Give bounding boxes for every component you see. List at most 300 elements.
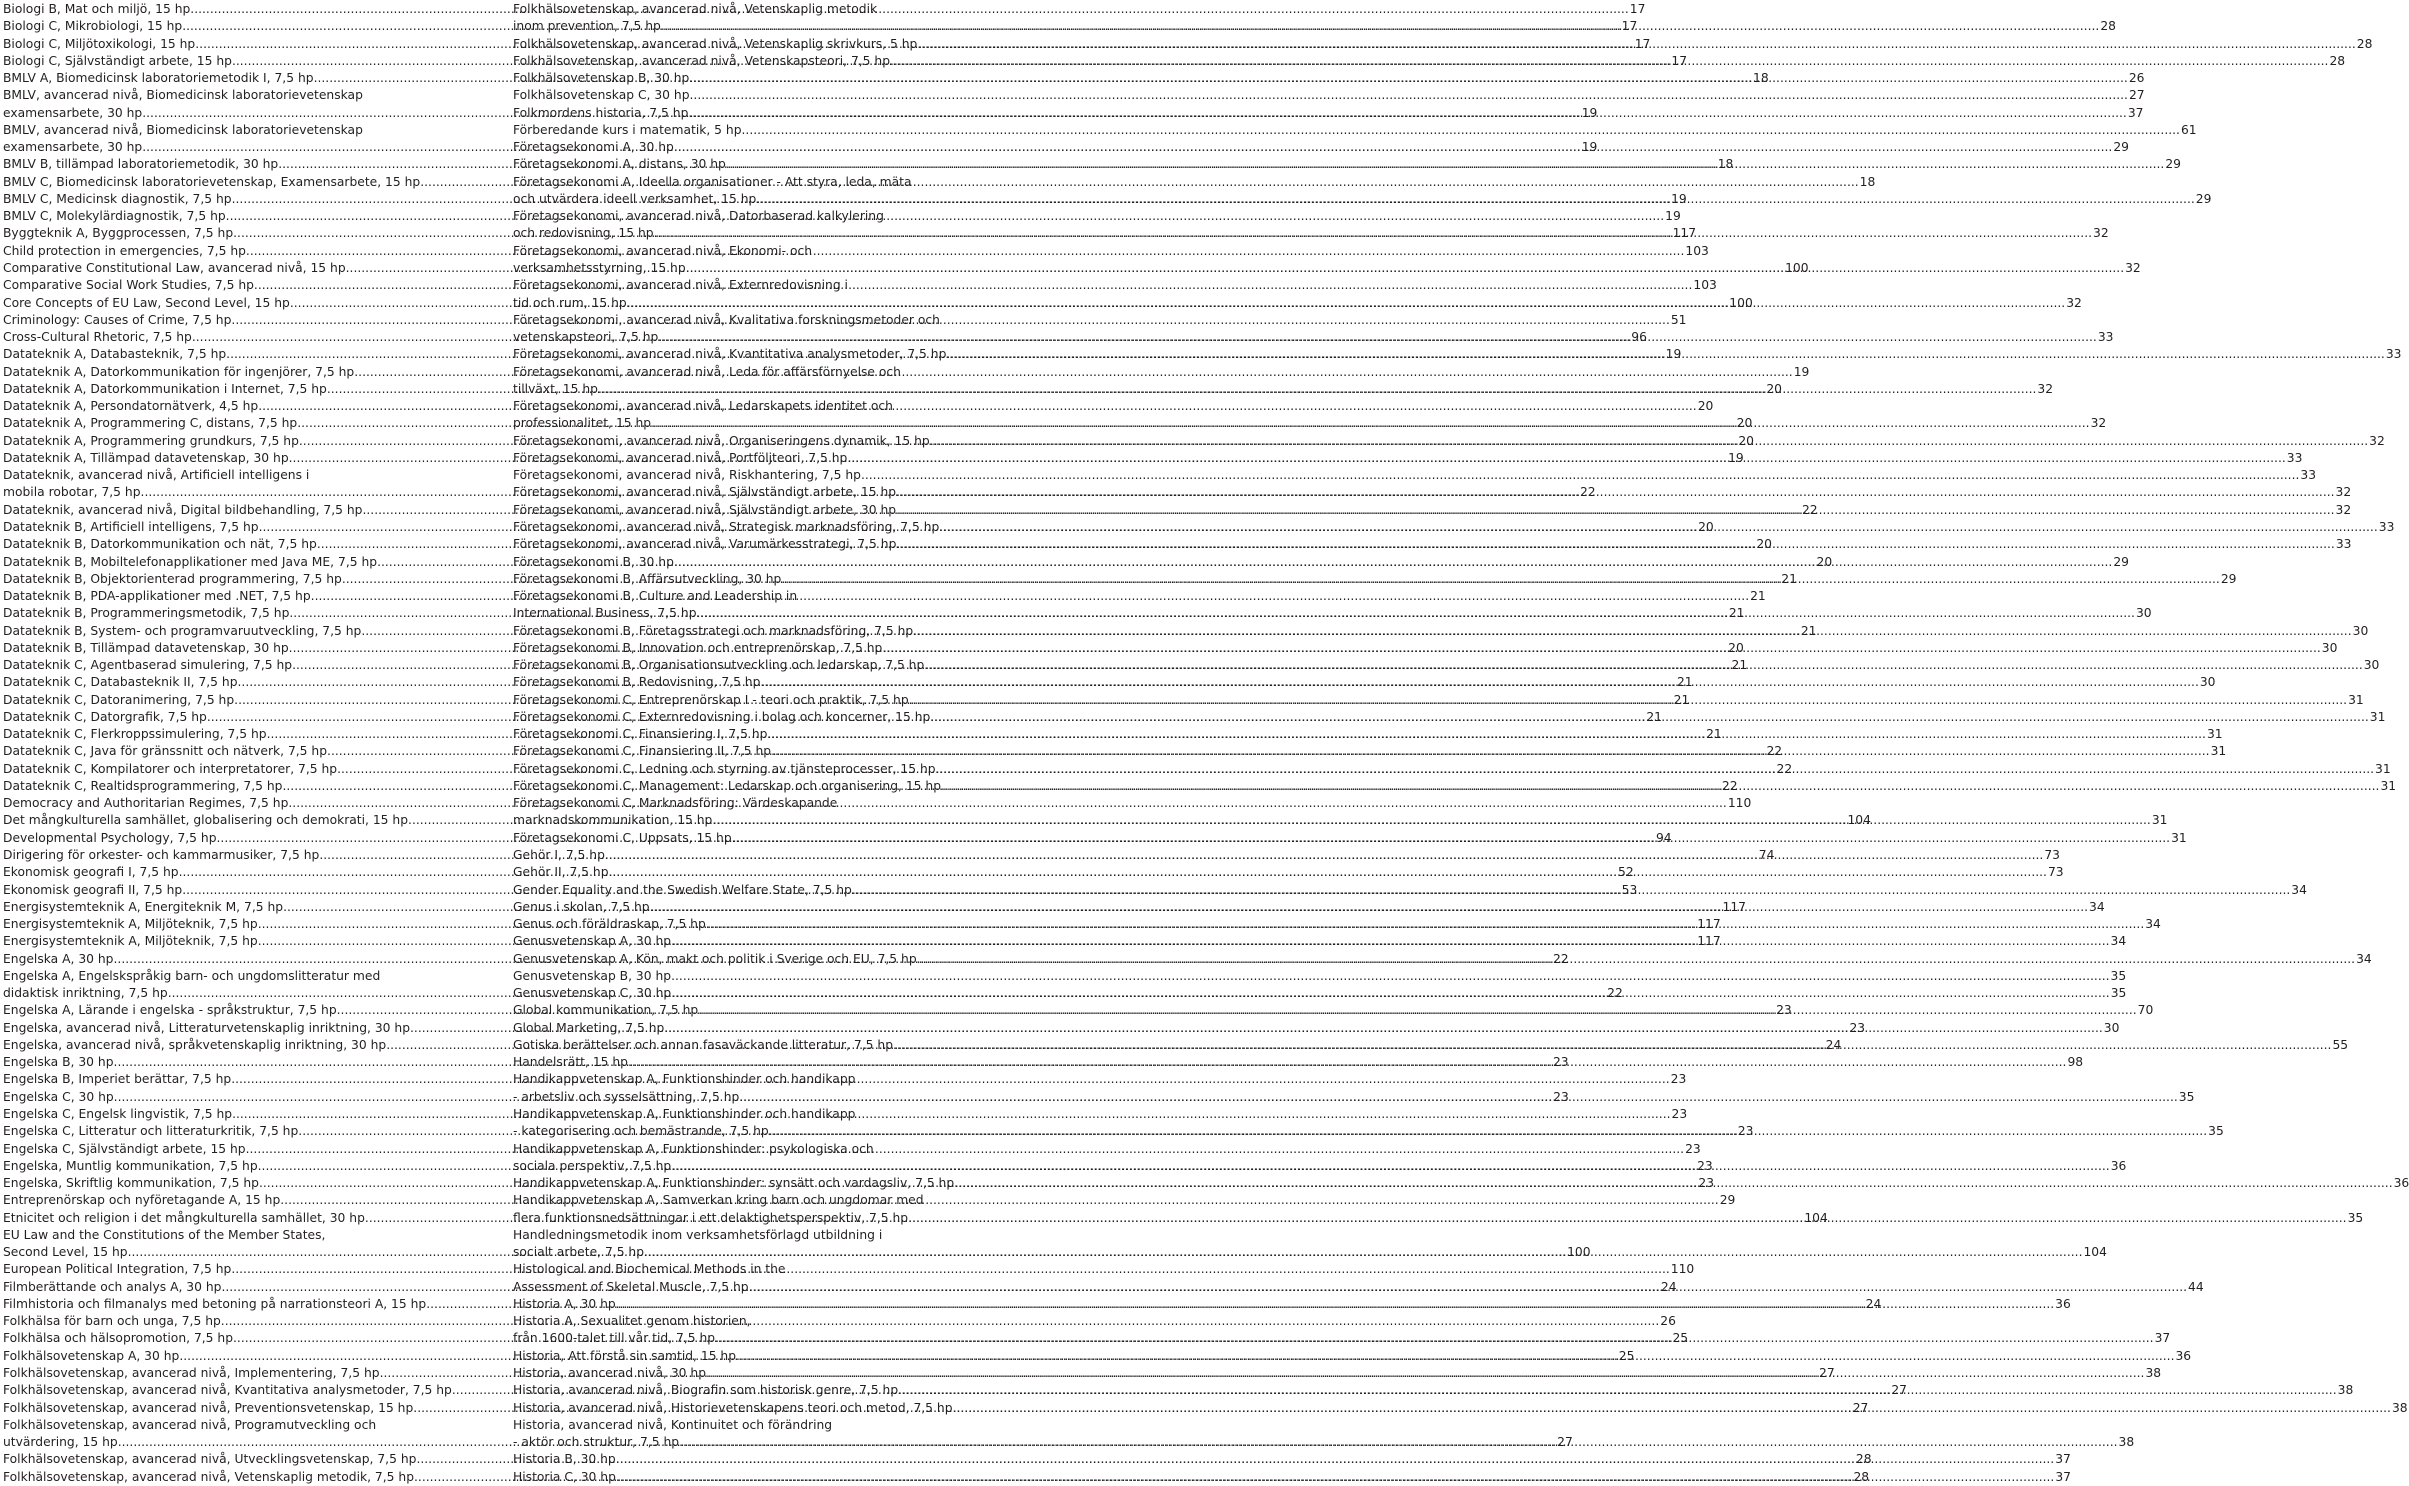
entry-title: Ekonomisk geografi II, 7,5 hp <box>3 882 183 897</box>
entry-title: BMLV B, tillämpad laboratoriemetodik, 30 hp <box>3 157 279 172</box>
dot-leader <box>930 433 2368 450</box>
entry-title: Engelska C, Litteratur och litteraturkritik, 7,5 hp <box>3 1124 299 1139</box>
page-number: 20 <box>1728 640 1744 655</box>
page-number: 31 <box>2206 727 2223 742</box>
page-number: 20 <box>1697 399 1714 414</box>
entry-title: Företagsekonomi, avancerad nivå, Externredovisning i <box>513 278 848 293</box>
dot-leader <box>671 933 2109 950</box>
entry-title: Folkmordens historia, 7,5 hp <box>513 105 689 120</box>
dot-leader <box>288 795 1726 812</box>
page-number: 27 <box>1852 1400 1869 1415</box>
entry-title: Folkhälsa och hälsopromotion, 7,5 hp <box>3 1331 234 1346</box>
entry-title: Företagsekonomi A, 30 hp <box>513 140 674 155</box>
entry-title: Genusvetenskap C, 30 hp <box>513 986 672 1001</box>
dot-leader <box>658 329 2096 346</box>
dot-leader <box>917 36 2355 53</box>
page-number: 19 <box>1728 450 1744 465</box>
page-number: 38 <box>2145 1365 2162 1380</box>
page-number: 36 <box>2110 1158 2127 1173</box>
entry-title: Global Marketing, 7,5 hp <box>513 1020 665 1035</box>
entry-title: Datateknik C, Java för gränssnitt och nätverk, 7,5 hp <box>3 744 328 759</box>
page-number: 38 <box>2118 1435 2135 1450</box>
entry-title: Engelska, Muntlig kommunikation, 7,5 hp <box>3 1158 258 1173</box>
entry-title: Datateknik B, System- och programvaruutveckling, 7,5 hp <box>3 623 362 638</box>
page-number: 104 <box>1847 813 1871 828</box>
entry-title: Företagsekonomi, avancerad nivå, Varumärkesstrategi, 7,5 hp <box>513 537 897 552</box>
dot-leader <box>882 640 2320 657</box>
entry-title: Folkhälsovetenskap, avancerad nivå, Vetenskapsteori, 7,5 hp <box>513 53 891 68</box>
entry-title: flera funktionsnedsättningar i ett delaktighetsperspektiv, 7,5 hp <box>513 1210 909 1225</box>
dot-leader <box>605 847 2043 864</box>
dot-leader <box>671 1158 2109 1175</box>
entry-title: socialt arbete, 7,5 hp <box>513 1245 645 1260</box>
page-number: 20 <box>1698 519 1714 534</box>
page-number: 17 <box>1671 53 1688 68</box>
page-number: 22 <box>1801 502 1818 517</box>
dot-leader <box>909 692 2347 709</box>
dot-leader <box>644 1244 2082 1261</box>
entry-title: Historia A, 30 hp <box>513 1296 616 1311</box>
entry-title: verksamhetsstyrning, 15 hp <box>513 260 686 275</box>
dot-leader <box>908 1210 2346 1227</box>
dot-leader <box>861 467 2299 484</box>
entry-title: från 1600-talet till vår tid, 7,5 hp <box>513 1331 716 1346</box>
page-number: 27 <box>1557 1435 1573 1450</box>
entry-title: Datateknik C, Flerkroppssimulering, 7,5 hp <box>3 727 267 742</box>
entry-title: Global kommunikation, 7,5 hp <box>513 1003 699 1018</box>
page-number: 23 <box>1685 1141 1701 1156</box>
page-number: 32 <box>2125 260 2141 275</box>
dot-leader <box>609 864 2047 881</box>
entry-title: Folkhälsovetenskap, avancerad nivå, Kvantitativa analysmetoder, 7,5 hp <box>3 1383 452 1398</box>
page-number: 104 <box>1804 1210 1828 1225</box>
page-number: 37 <box>2055 1452 2071 1467</box>
entry-title: Engelska A, 30 hp <box>3 951 114 966</box>
page-number: 29 <box>2165 157 2181 172</box>
dot-leader <box>712 812 2150 829</box>
page-number: 117 <box>1722 899 1746 914</box>
entry-title: International Business, 7,5 hp <box>513 606 697 621</box>
page-number: 36 <box>2175 1348 2192 1363</box>
dot-leader <box>654 225 2092 242</box>
index-entry-line <box>513 1313 962 1330</box>
entry-title: Handelsrätt, 15 hp <box>513 1055 628 1070</box>
page-number: 30 <box>2103 1020 2120 1035</box>
dot-leader <box>715 1330 2153 1347</box>
entry-title: Företagsekonomi B, Affärsutveckling, 30 hp <box>513 571 782 586</box>
dot-leader <box>896 536 2334 553</box>
entry-title: Företagsekonomi, avancerad nivå, Ledarskapets identitet och <box>513 399 893 414</box>
page-number: 31 <box>2171 830 2187 845</box>
page-number: 51 <box>1670 312 1687 327</box>
dot-leader <box>616 1451 2054 1468</box>
dot-leader <box>706 916 2144 933</box>
entry-title: Folkhälsovetenskap, avancerad nivå, Vetenskaplig metodik, 7,5 hp <box>3 1469 414 1484</box>
entry-title: Handikappvetenskap A, Samverkan kring barn och ungdomar med <box>513 1193 924 1208</box>
page-number: 33 <box>2385 347 2402 362</box>
index-entry-line <box>3 1227 449 1244</box>
dot-leader <box>939 519 2377 536</box>
entry-title: Datateknik C, Datorgrafik, 7,5 hp <box>3 709 207 724</box>
entry-title: Folkhälsovetenskap, avancerad nivå, Implementering, 7,5 hp <box>3 1365 380 1380</box>
entry-title: Företagsekonomi, avancerad nivå, Självständigt arbete, 30 hp <box>513 502 897 517</box>
entry-title: Folkhälsovetenskap B, 30 hp <box>513 71 690 86</box>
page-number: 23 <box>1671 1107 1688 1121</box>
entry-title: och utvärdera ideell verksamhet, 15 hp <box>513 191 757 206</box>
dot-leader <box>616 1296 2054 1313</box>
page-number: 22 <box>1766 744 1783 759</box>
entry-title: Historia B, 30 hp <box>513 1452 616 1467</box>
page-number: 31 <box>2151 813 2168 828</box>
page-number: 21 <box>1731 658 1748 673</box>
entry-title: - arbetsliv och sysselsättning, 7,5 hp <box>513 1089 740 1104</box>
entry-title: Gotiska berättelser och annan fasaväckande litteratur, 7,5 hp <box>513 1037 893 1052</box>
page-number: 31 <box>2375 761 2391 776</box>
page-number: 31 <box>2210 744 2227 759</box>
page-number: 29 <box>2113 140 2129 155</box>
page-number: 55 <box>2332 1037 2349 1052</box>
entry-title: utvärdering, 15 hp <box>3 1435 118 1450</box>
dot-leader <box>726 156 2164 173</box>
index-entry-line <box>3 87 449 104</box>
dot-leader <box>689 70 2127 87</box>
dot-leader <box>627 295 2065 312</box>
page-number: 100 <box>1567 1245 1591 1260</box>
dot-leader <box>742 122 2180 139</box>
page-number: 98 <box>2067 1055 2084 1070</box>
page-number: 44 <box>2188 1279 2204 1294</box>
dot-leader <box>954 1175 2392 1192</box>
dot-leader <box>890 53 2328 70</box>
entry-title: Biologi C, Miljötoxikologi, 15 hp <box>3 36 196 51</box>
entry-title: vetenskapsteori, 7,5 hp <box>513 330 659 345</box>
page-number: 28 <box>2329 53 2346 68</box>
entry-title: Företagsekonomi, avancerad nivå, Organiseringens dynamik, 15 hp <box>513 433 930 448</box>
entry-title: Datateknik B, Datorkommunikation och nät, 7,5 hp <box>3 537 317 552</box>
dot-leader <box>706 1365 2144 1382</box>
entry-title: EU Law and the Constitutions of the Member States, <box>3 1227 326 1242</box>
page-number: 25 <box>1672 1331 1689 1346</box>
dot-leader <box>280 1192 1718 1209</box>
entry-title: Engelska, avancerad nivå, språkvetenskaplig inriktning, 30 hp <box>3 1037 387 1052</box>
page-number: 103 <box>1693 278 1717 293</box>
entry-title: Engelska A, Engelskspråkig barn- och ungdomslitteratur med <box>3 968 381 983</box>
dot-leader <box>616 1469 2054 1486</box>
index-entry-line <box>3 968 449 985</box>
dot-leader <box>847 450 2285 467</box>
page-number: 18 <box>1717 157 1734 172</box>
dot-leader <box>739 1089 2177 1106</box>
entry-title: Folkhälsovetenskap, avancerad nivå, Vetenskaplig skrivkurs, 5 hp <box>513 36 918 51</box>
page-number: 32 <box>2369 433 2385 448</box>
entry-title: Historia, avancerad nivå, 30 hp <box>513 1365 707 1380</box>
page-number: 34 <box>2110 934 2127 949</box>
entry-title: Företagsekonomi, avancerad nivå, Datorbaserad kalkylering <box>513 209 884 224</box>
index-entry-line <box>513 1261 962 1278</box>
dot-leader <box>936 761 2374 778</box>
entry-title: Datateknik A, Tillämpad datavetenskap, 30 hp <box>3 450 289 465</box>
page-number: 21 <box>1800 623 1817 638</box>
page-number: 117 <box>1697 934 1721 949</box>
index-entry-line <box>513 208 962 225</box>
dot-leader <box>756 191 2194 208</box>
dot-leader <box>697 605 2135 622</box>
page-number: 30 <box>2199 675 2216 690</box>
entry-title: Företagsekonomi, avancerad nivå, Riskhantering, 7,5 hp <box>513 468 861 483</box>
page-number: 29 <box>1719 1193 1736 1208</box>
page-number: 22 <box>1607 986 1623 1001</box>
index-entry-line <box>513 277 962 294</box>
page-number: 19 <box>1665 209 1681 224</box>
entry-title: Genusvetenskap B, 30 hp <box>513 968 672 983</box>
entry-title: Företagsekonomi A, Ideella organisationer - Att styra, leda, mäta <box>513 174 912 189</box>
entry-title: Engelska B, 30 hp <box>3 1055 114 1070</box>
page-number: 26 <box>1660 1314 1676 1329</box>
entry-title: Företagsekonomi B, Organisationsutveckling och ledarskap, 7,5 hp <box>513 658 925 673</box>
page-number: 37 <box>2055 1469 2071 1484</box>
entry-title: Datateknik C, Realtidsprogrammering, 7,5 hp <box>3 778 283 793</box>
page-number: 61 <box>2180 122 2197 137</box>
entry-title: Datateknik, avancerad nivå, Digital bildbehandling, 7,5 hp <box>3 502 363 517</box>
page-number: 31 <box>2348 692 2364 707</box>
page-number: 21 <box>1706 727 1722 742</box>
page-number: 28 <box>2356 36 2373 51</box>
page-number: 104 <box>2083 1245 2107 1260</box>
entry-title: Histological and Biochemical Methods in the <box>513 1262 786 1277</box>
page-number: 23 <box>1697 1158 1713 1173</box>
page-number: 73 <box>2044 848 2060 863</box>
dot-leader <box>674 554 2112 571</box>
entry-title: Företagsekonomi, avancerad nivå, Strategisk marknadsföring, 7,5 hp <box>513 519 940 534</box>
index-entry-line <box>513 588 962 605</box>
page-number: 33 <box>2286 450 2303 465</box>
dot-leader <box>941 778 2379 795</box>
page-number: 26 <box>2128 71 2145 86</box>
page-number: 53 <box>1621 882 1638 897</box>
entry-title: professionalitet, 15 hp <box>513 416 652 431</box>
page-number: 21 <box>1750 589 1766 604</box>
entry-title: Datateknik A, Datorkommunikation i Internet, 7,5 hp <box>3 381 327 396</box>
entry-title: Cross-Cultural Rhetoric, 7,5 hp <box>3 330 192 345</box>
entry-title: Historia C, 30 hp <box>513 1469 616 1484</box>
entry-title: Gender Equality and the Swedish Welfare State, 7,5 hp <box>513 882 852 897</box>
index-entry-line <box>513 87 2145 104</box>
entry-title: Genus och föräldraskap, 7,5 hp <box>513 917 706 932</box>
entry-title: Företagsekonomi, avancerad nivå, Självständigt arbete, 15 hp <box>513 485 897 500</box>
entry-title: Datateknik B, Mobiltelefonapplikationer med Java ME, 7,5 hp <box>3 554 378 569</box>
entry-title: examensarbete, 30 hp <box>3 105 143 120</box>
dot-leader <box>736 1348 2174 1365</box>
page-number: 17 <box>1634 36 1651 51</box>
entry-title: Datateknik A, Programmering grundkurs, 7,5 hp <box>3 433 299 448</box>
entry-title: BMLV, avancerad nivå, Biomedicinsk laboratorievetenskap <box>3 122 363 137</box>
page-number: 100 <box>1785 260 1809 275</box>
index-entry-line <box>513 1071 962 1088</box>
entry-title: Datateknik A, Datorkommunikation för ingenjörer, 7,5 hp <box>3 364 355 379</box>
page-number: 19 <box>1581 105 1598 120</box>
page-number: 27 <box>1819 1365 1835 1380</box>
page-number: 35 <box>2347 1210 2364 1225</box>
dot-leader <box>896 502 2334 519</box>
entry-title: Engelska C, Engelsk lingvistik, 7,5 hp <box>3 1107 233 1121</box>
dot-leader <box>671 968 2109 985</box>
entry-title: tillväxt, 15 hp <box>513 381 598 396</box>
dot-leader <box>679 1434 2117 1451</box>
page-number: 23 <box>1698 1176 1715 1191</box>
dot-leader <box>893 1037 2331 1054</box>
page-number: 117 <box>1697 917 1721 932</box>
entry-title: Folkhälsovetenskap, avancerad nivå, Vetenskaplig metodik <box>513 2 878 16</box>
entry-title: Energisystemteknik A, Energiteknik M, 7,5 hp <box>3 899 284 914</box>
page-number: 37 <box>2127 105 2144 120</box>
page-number: 73 <box>2047 865 2064 880</box>
entry-title: Filmhistoria och filmanalys med betoning på narrationsteori A, 15 hp <box>3 1296 427 1311</box>
entry-title: inom prevention, 7,5 hp <box>513 19 661 34</box>
page-number: 21 <box>1728 606 1745 621</box>
entry-title: BMLV C, Biomedicinsk laboratorievetenskap, Examensarbete, 15 hp <box>3 174 421 189</box>
entry-title: Datateknik B, Tillämpad datavetenskap, 30 hp <box>3 640 289 655</box>
entry-title: Democracy and Authoritarian Regimes, 7,5 hp <box>3 796 289 811</box>
entry-title: Datateknik B, PDA-applikationer med .NET, 7,5 hp <box>3 589 311 604</box>
entry-title: Företagsekonomi A, distans, 30 hp <box>513 157 726 172</box>
entry-title: Datateknik C, Databasteknik II, 7,5 hp <box>3 675 238 690</box>
page-number: 36 <box>2393 1176 2409 1191</box>
entry-title: Datateknik B, Programmeringsmetodik, 7,5 hp <box>3 606 290 621</box>
entry-title: Folkhälsovetenskap A, 30 hp <box>3 1348 180 1363</box>
page-number: 37 <box>2154 1331 2171 1346</box>
page-number: 94 <box>1655 830 1672 845</box>
entry-title: mobila robotar, 7,5 hp <box>3 485 141 500</box>
entry-title: Gehör I, 7,5 hp <box>513 848 605 863</box>
page-number: 28 <box>1853 1469 1870 1484</box>
page-number: 32 <box>2090 416 2107 431</box>
entry-title: Företagsekonomi B, Culture and Leadership in <box>513 589 798 604</box>
entry-title: BMLV C, Medicinsk diagnostik, 7,5 hp <box>3 191 232 206</box>
entry-title: Folkhälsovetenskap, avancerad nivå, Utvecklingsvetenskap, 7,5 hp <box>3 1452 417 1467</box>
entry-title: Genus i skolan, 7,5 hp <box>513 899 650 914</box>
dot-leader <box>246 243 1684 260</box>
page-number: 35 <box>2110 968 2127 983</box>
dot-leader <box>254 277 1692 294</box>
dot-leader <box>598 381 2036 398</box>
entry-title: Datateknik A, Programmering C, distans, 7,5 hp <box>3 416 298 431</box>
page-number: 21 <box>1673 692 1690 707</box>
entry-title: Energisystemteknik A, Miljöteknik, 7,5 hp <box>3 917 258 932</box>
entry-title: sociala perspektiv, 7,5 hp <box>513 1158 672 1173</box>
page-number: 21 <box>1781 571 1797 586</box>
entry-title: Företagsekonomi C, Management: Ledarskap och organisering, 15 hp <box>513 778 942 793</box>
dot-leader <box>246 1141 1684 1158</box>
entry-title: Handikappvetenskap A, Funktionshinder: synsätt och vardagsliv, 7,5 hp <box>513 1176 955 1191</box>
entry-title: Gehör II, 7,5 hp <box>513 865 609 880</box>
dot-leader <box>732 830 2170 847</box>
entry-title: Historia, avancerad nivå, Kontinuitet och förändring <box>513 1417 833 1432</box>
page-number: 96 <box>1631 330 1647 345</box>
entry-title: Företagsekonomi C, Entreprenörskap I - teori och praktik, 7,5 hp <box>513 692 909 707</box>
entry-title: - kategorisering och bemästrande, 7,5 hp <box>513 1124 769 1139</box>
page-number: 23 <box>1670 1072 1687 1087</box>
entry-title: Energisystemteknik A, Miljöteknik, 7,5 hp <box>3 934 258 949</box>
dot-leader <box>650 899 2088 916</box>
entry-title: Handikappvetenskap A, Funktionshinder: psykologiska och <box>513 1141 874 1156</box>
page-number: 20 <box>1738 433 1754 448</box>
dot-leader <box>946 346 2384 363</box>
entry-title: examensarbete, 30 hp <box>3 140 143 155</box>
entry-title: Filmberättande och analys A, 30 hp <box>3 1279 222 1294</box>
dot-leader <box>917 951 2355 968</box>
page-number: 19 <box>1581 140 1598 155</box>
index-entry-line <box>513 364 962 381</box>
index-entry-line <box>513 1141 962 1158</box>
entry-title: Företagsekonomi B, Innovation och entreprenörskap, 7,5 hp <box>513 640 883 655</box>
page-number: 34 <box>2291 882 2307 897</box>
dot-leader <box>628 1054 2066 1071</box>
dot-leader <box>896 484 2334 501</box>
page-number: 38 <box>2391 1400 2408 1415</box>
entry-title: och redovisning, 15 hp <box>513 226 654 241</box>
page-number: 21 <box>1676 675 1693 690</box>
page-number: 21 <box>1646 709 1662 724</box>
entry-title: Företagsekonomi, avancerad nivå, Kvalitativa forskningsmetoder och <box>513 312 940 327</box>
entry-title: Biologi C, Mikrobiologi, 15 hp <box>3 19 183 34</box>
index-entry-line <box>513 398 962 415</box>
index-entry <box>513 467 2317 484</box>
entry-title: Handikappvetenskap A, Funktionshinder och handikapp <box>513 1072 856 1087</box>
entry-title: Datateknik A, Persondatornätverk, 4,5 hp <box>3 399 259 414</box>
page-number: 20 <box>1816 554 1833 569</box>
page-number: 29 <box>2220 571 2237 586</box>
page-number: 33 <box>2378 519 2395 534</box>
page-number: 30 <box>2352 623 2369 638</box>
entry-title: Criminology: Causes of Crime, 7,5 hp <box>3 312 232 327</box>
page-number: 23 <box>1552 1055 1569 1070</box>
entry-title: Datateknik B, Objektorienterad programmering, 7,5 hp <box>3 571 342 586</box>
page-number: 24 <box>1865 1296 1882 1311</box>
page-number: 23 <box>1849 1020 1866 1035</box>
page-number: 22 <box>1721 778 1738 793</box>
entry-title: Ekonomisk geografi I, 7,5 hp <box>3 865 179 880</box>
entry-title: Handledningsmetodik inom verksamhetsförlagd utbildning i <box>513 1227 883 1242</box>
entry-title: Historia A, Sexualitet genom historien, <box>513 1314 751 1329</box>
page-number: 34 <box>2089 899 2105 914</box>
index-entry-line <box>513 1106 962 1123</box>
dot-leader <box>852 882 2290 899</box>
page-number: 33 <box>2097 330 2114 345</box>
entry-title: - aktör och struktur, 7,5 hp <box>513 1435 680 1450</box>
index-entry-line <box>513 312 962 329</box>
entry-title: Biologi B, Mat och miljö, 15 hp <box>3 2 191 16</box>
page-number: 17 <box>1621 19 1638 34</box>
entry-title: Företagsekonomi, avancerad nivå, Leda för affärsförnyelse och <box>513 364 901 379</box>
page-number: 27 <box>1891 1383 1907 1398</box>
index-entry-line <box>513 1227 962 1244</box>
entry-title: Företagsekonomi, avancerad nivå, Kvantitativa analysmetoder, 7,5 hp <box>513 347 947 362</box>
entry-title: Det mångkulturella samhället, globalisering och demokrati, 15 hp <box>3 813 409 828</box>
page-number: 18 <box>1753 71 1769 86</box>
page-number: 28 <box>1855 1452 1872 1467</box>
page-number: 19 <box>1665 347 1682 362</box>
entry-title: Företagsekonomi B, 30 hp <box>513 554 674 569</box>
page-number: 31 <box>2380 778 2397 793</box>
entry-title: tid och rum, 15 hp <box>513 295 627 310</box>
index-entry <box>513 968 2127 985</box>
entry-title: Genusvetenskap A, Kön, makt och politik i Sverige och EU, 7,5 hp <box>513 951 917 966</box>
page-number: 74 <box>1758 848 1775 863</box>
page-number: 22 <box>1552 951 1569 966</box>
entry-title: Engelska C, Självständigt arbete, 15 hp <box>3 1141 246 1156</box>
entry-title: Folkhälsovetenskap, avancerad nivå, Programutveckling och <box>3 1417 377 1432</box>
page-number: 20 <box>1766 381 1782 396</box>
